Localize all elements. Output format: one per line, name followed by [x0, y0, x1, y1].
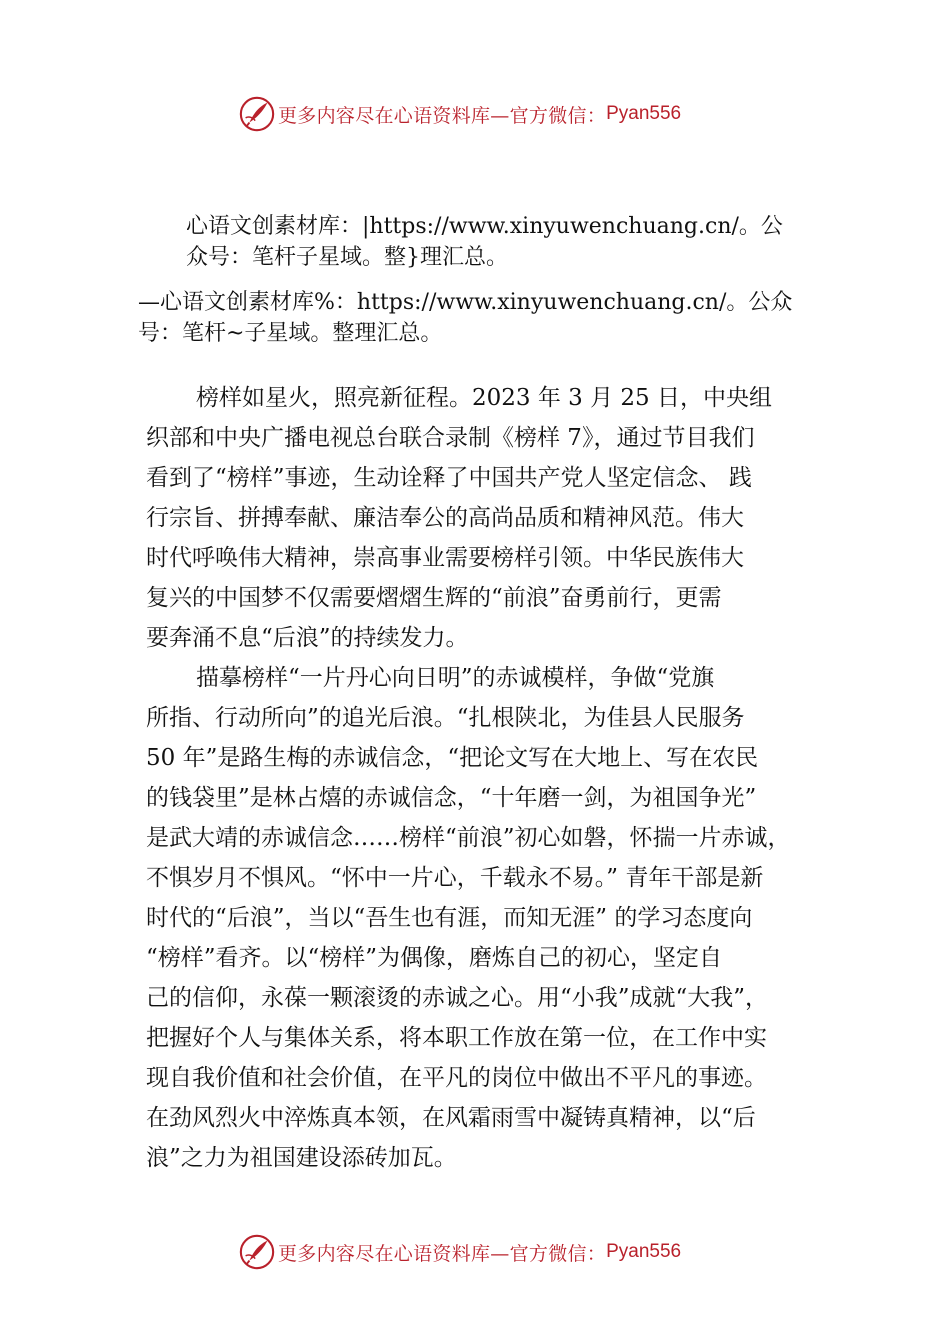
- wechat-id: Pyan556: [606, 1241, 682, 1262]
- source-note-line: 众号：笔杆子星域。整}理汇总。: [186, 245, 508, 270]
- paragraph-line: “榜样”看齐。以“榜样”为偶像，磨炼自己的初心，坚定自: [146, 945, 723, 971]
- paragraph-line: 现自我价值和社会价值，在平凡的岗位中做出不平凡的事迹。: [146, 1065, 767, 1091]
- paragraph-line: 榜样如星火，照亮新征程。2023 年 3 月 25 日，中央组: [196, 385, 772, 411]
- paragraph-line: 所指、行动所向”的追光后浪。“扎根陕北，为佳县人民服务: [146, 705, 745, 731]
- paragraph-line: 时代的“后浪”，当以“吾生也有涯，而知无涯” 的学习态度向: [146, 905, 753, 931]
- paragraph-line: 把握好个人与集体关系，将本职工作放在第一位，在工作中实: [146, 1025, 767, 1051]
- footer-banner: [238, 1232, 681, 1272]
- source-note-line: 号：笔杆~子星域。整理汇总。: [138, 321, 443, 346]
- wechat-id: Pyan556: [606, 103, 682, 124]
- paragraph-line: 复兴的中国梦不仅需要熠熠生辉的“前浪”奋勇前行，更需: [146, 585, 722, 611]
- paragraph-line: 时代呼唤伟大精神，崇高事业需要榜样引领。中华民族伟大: [146, 545, 744, 571]
- quill-pen-logo-icon: [238, 95, 276, 133]
- header-banner: [238, 94, 681, 134]
- quill-pen-logo-icon: [238, 1233, 276, 1271]
- source-note: [186, 211, 846, 273]
- paragraph-line: 浪”之力为祖国建设添砖加瓦。: [146, 1145, 457, 1171]
- paragraph: [146, 658, 846, 1178]
- paragraph-line: 行宗旨、拼搏奉献、廉洁奉公的高尚品质和精神风范。伟大: [146, 505, 744, 531]
- paragraph-line: 描摹榜样“一片丹心向日明”的赤诚模样，争做“党旗: [196, 665, 715, 691]
- paragraph-line: 要奔涌不息“后浪”的持续发力。: [146, 625, 469, 651]
- paragraph-line: 己的信仰，永葆一颗滚烫的赤诚之心。用“小我”成就“大我”，: [146, 985, 769, 1011]
- paragraph-line: 的钱袋里”是林占熺的赤诚信念，“十年磨一剑，为祖国争光”: [146, 785, 757, 811]
- paragraph-line: 不惧岁月不惧风。“怀中一片心，千载永不易。” 青年干部是新: [146, 865, 764, 891]
- paragraph-line: 是武大靖的赤诚信念……榜样“前浪”初心如磐，怀揣一片赤诚，: [146, 825, 791, 851]
- banner-text: 更多内容尽在心语资料库—官方微信：: [278, 1242, 607, 1265]
- source-note-line: —心语文创素材库%：https://www.xinyuwenchuang.cn/。公众: [138, 290, 793, 315]
- source-note-line: 心语文创素材库：|https://www.xinyuwenchuang.cn/。公: [186, 214, 783, 239]
- paragraph-line: 看到了“榜样”事迹，生动诠释了中国共产党人坚定信念、 践: [146, 465, 752, 491]
- banner-text: 更多内容尽在心语资料库—官方微信：: [278, 104, 607, 127]
- article-body: [146, 378, 846, 1178]
- paragraph-line: 织部和中央广播电视总台联合录制《榜样 7》，通过节目我们: [146, 425, 755, 451]
- paragraph-line: 50 年”是路生梅的赤诚信念，“把论文写在大地上、写在农民: [146, 745, 759, 771]
- source-note: [138, 287, 858, 349]
- paragraph: [146, 378, 846, 658]
- paragraph-line: 在劲风烈火中淬炼真本领，在风霜雨雪中凝铸真精神，以“后: [146, 1105, 756, 1131]
